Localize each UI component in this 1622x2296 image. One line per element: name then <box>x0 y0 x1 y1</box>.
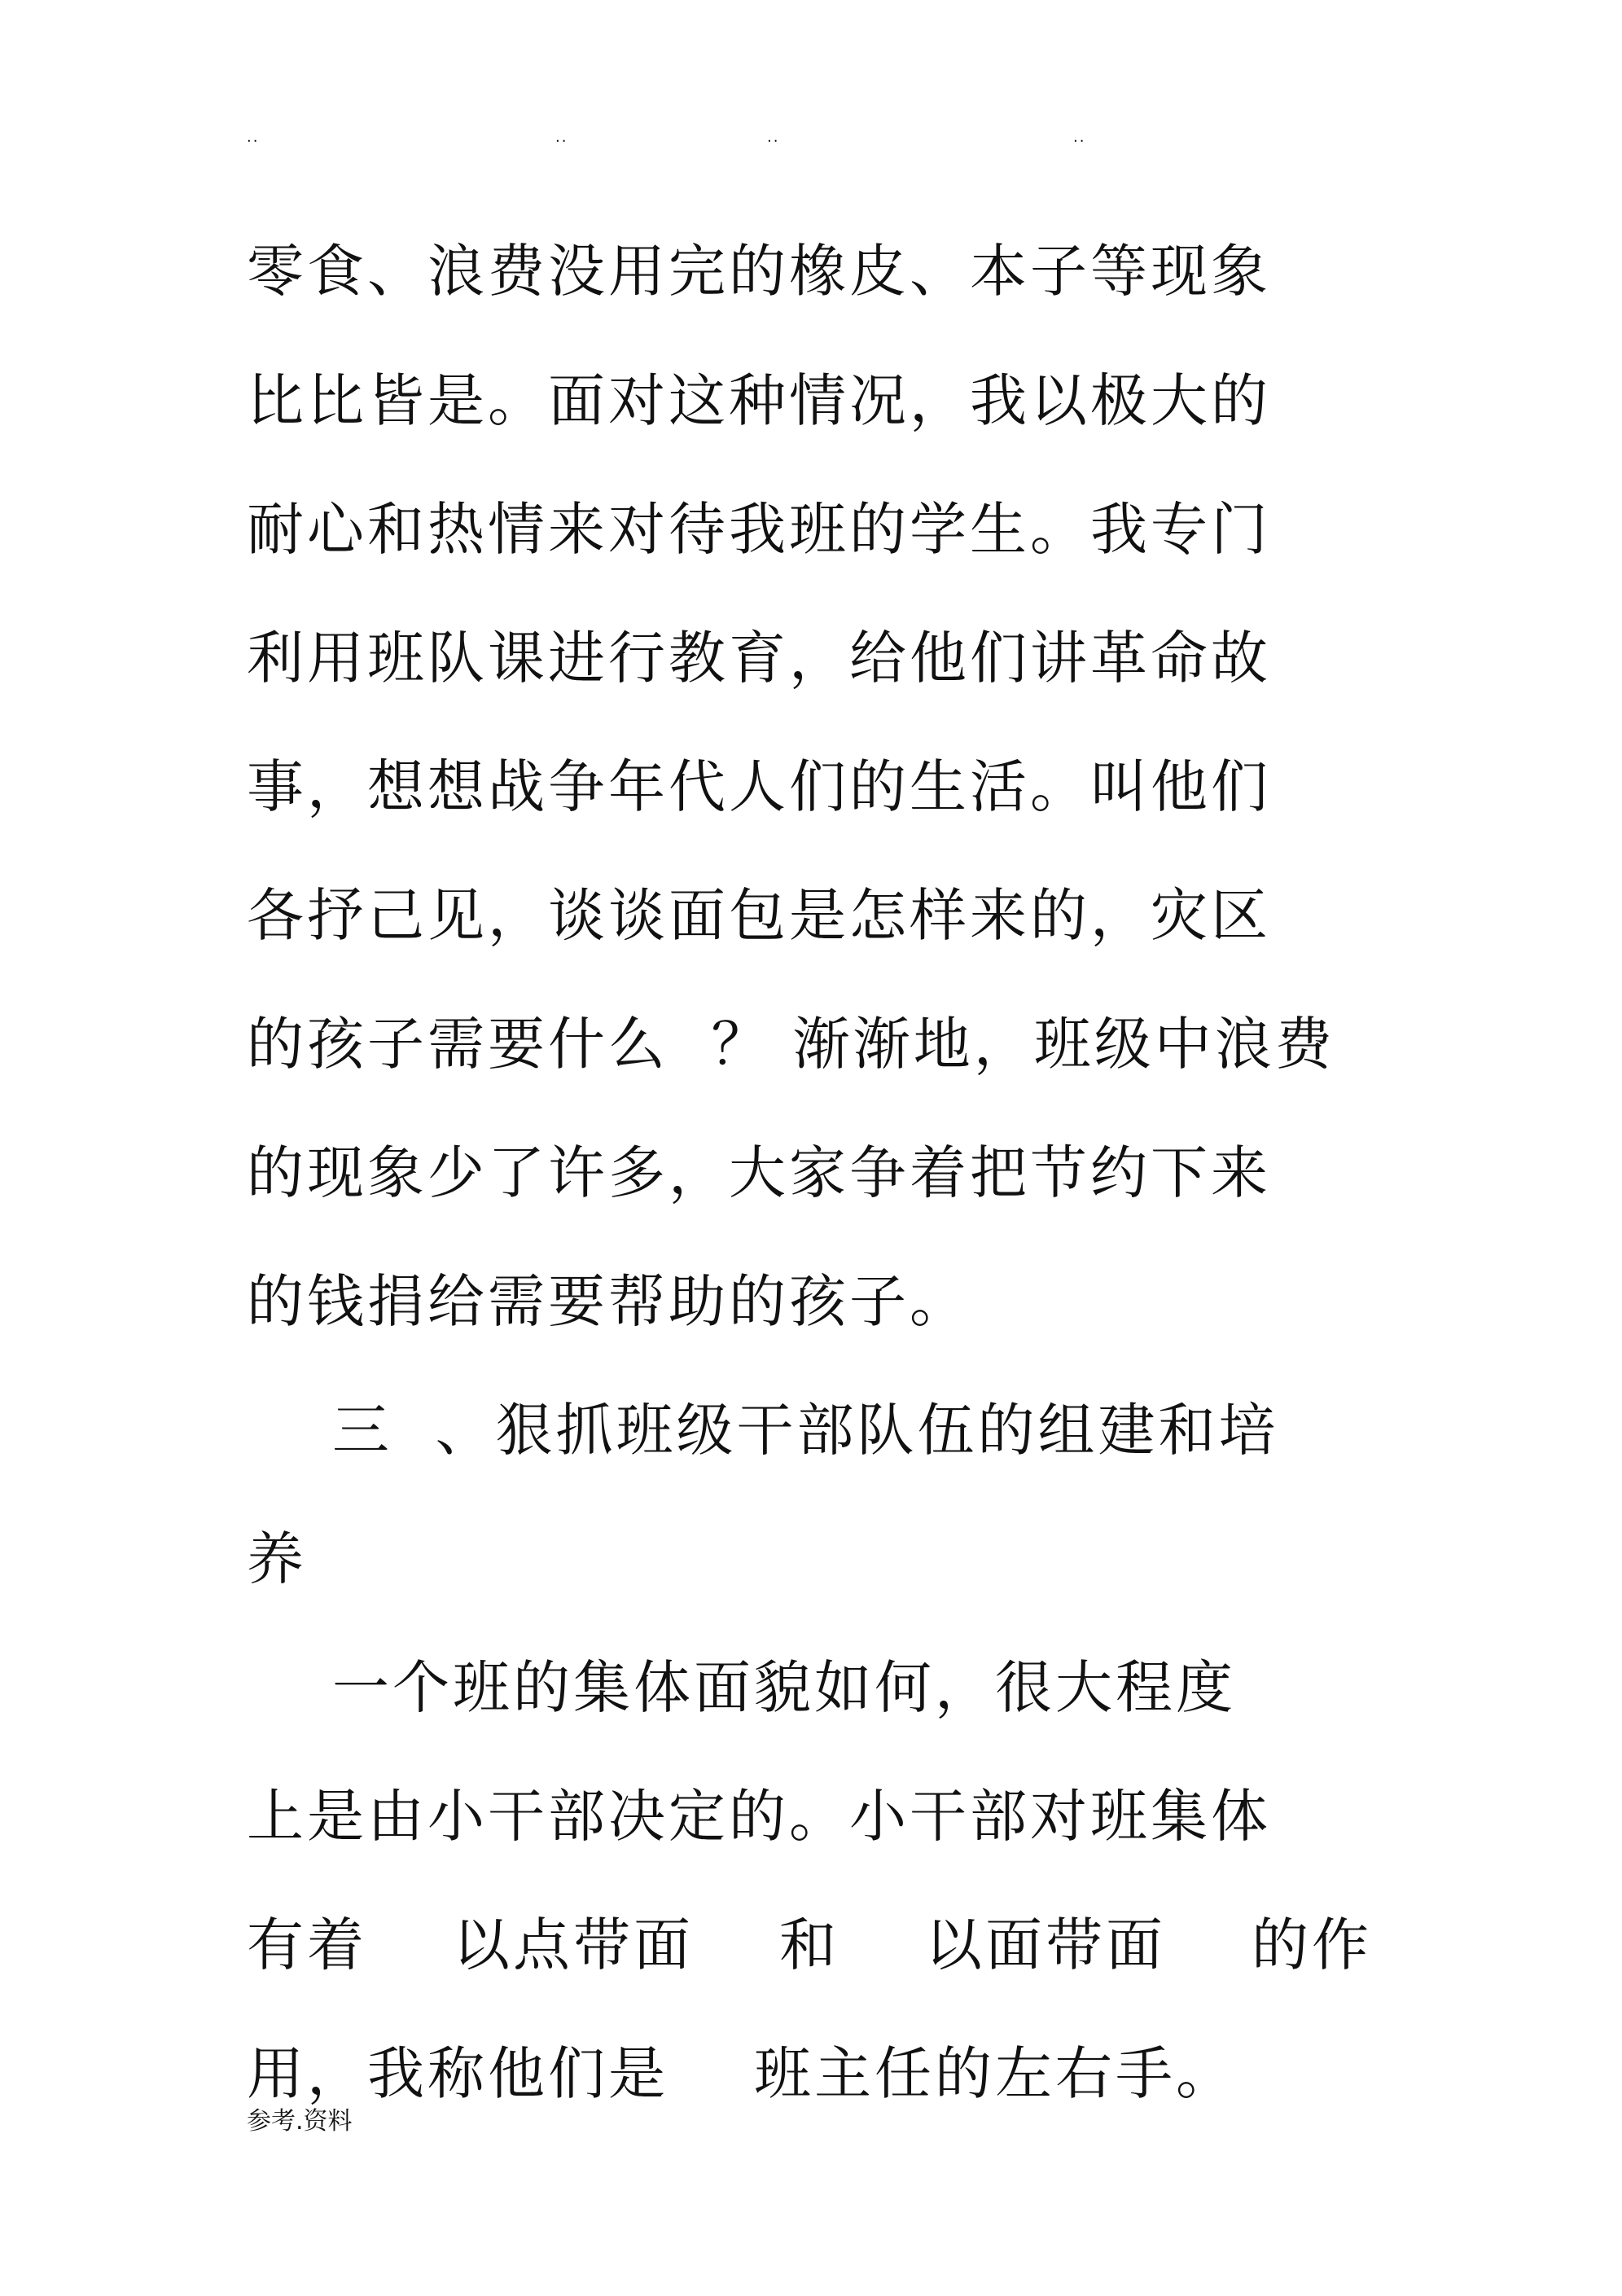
header-dot: .. <box>555 129 568 146</box>
text-line: 一个班的集体面貌如何，很大程度 <box>247 1654 1237 1721</box>
text-line: 上是由小干部决定的。小干部对班集体 <box>247 1783 1271 1850</box>
footer-label: 参考.资料 <box>247 2107 353 2136</box>
text-line: 的孩子需要什么 ？ 渐渐地，班级中浪费 <box>247 1011 1335 1078</box>
text-line: 零食、浪费没用完的橡皮、本子等现象 <box>247 238 1271 305</box>
text-line: 利用班队课进行教育，给他们讲革命故 <box>247 625 1271 691</box>
text-line: 的钱捐给需要帮助的孩子。 <box>247 1268 970 1335</box>
header-dots <box>0 130 1622 155</box>
section-heading-line: 三 、狠抓班级干部队伍的组建和培 <box>247 1397 1279 1464</box>
section-heading-line: 养 <box>247 1526 307 1592</box>
text-line: 事，想想战争年代人们的生活。叫他们 <box>247 753 1271 820</box>
header-dot: .. <box>1073 129 1086 146</box>
header-dot: .. <box>767 129 780 146</box>
text-line: 有着 以点带面 和 以面带面 的作 <box>247 1912 1373 1978</box>
header-dot: .. <box>247 129 260 146</box>
text-line: 各抒己见，谈谈面包是怎样来的，灾区 <box>247 882 1271 949</box>
text-line: 比比皆是。面对这种情况，我以极大的 <box>247 367 1271 434</box>
text-line: 的现象少了许多，大家争着把节约下来 <box>247 1139 1271 1206</box>
text-line: 用，我称他们是 班主任的左右手。 <box>247 2040 1237 2107</box>
text-line: 耐心和热情来对待我班的学生。我专门 <box>247 496 1271 563</box>
